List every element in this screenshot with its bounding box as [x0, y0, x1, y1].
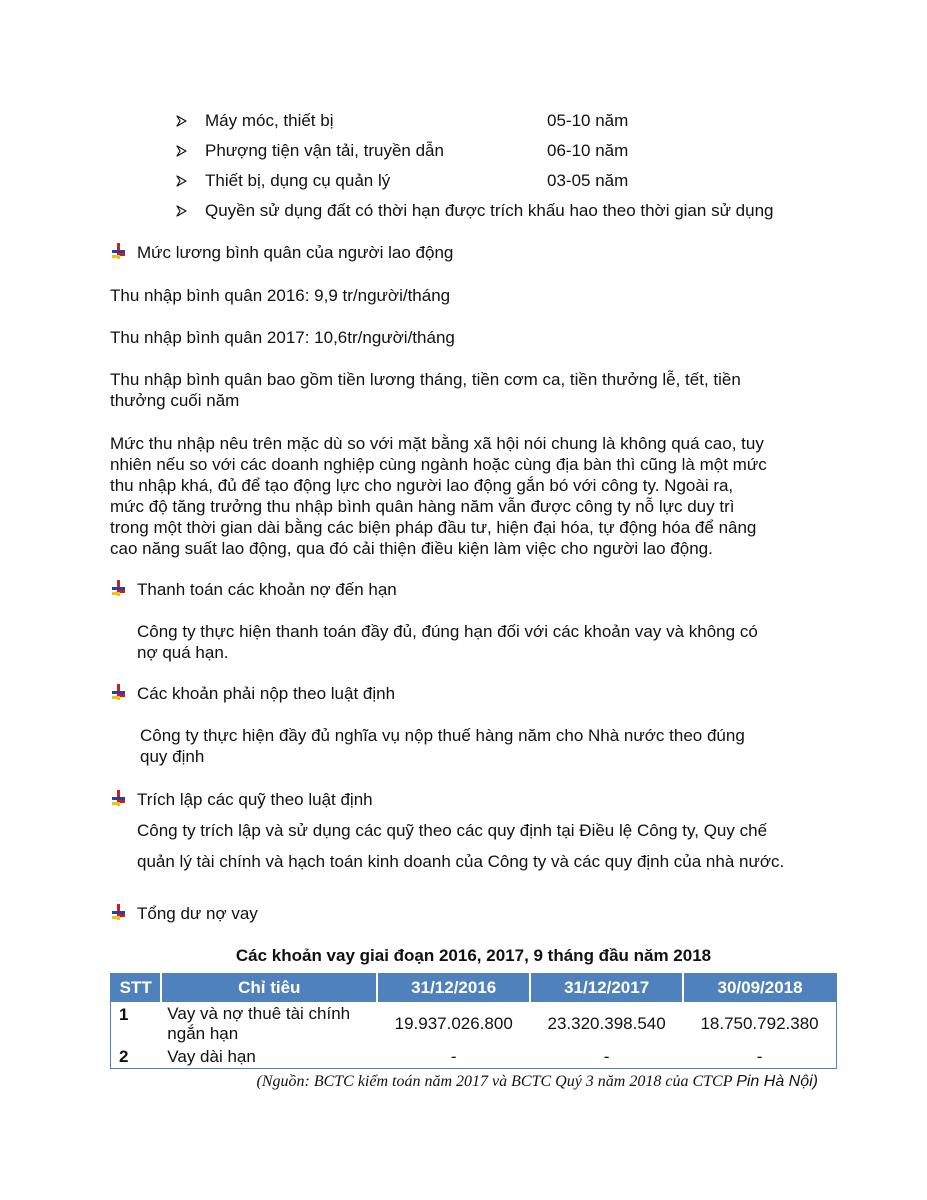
- row-value-2017: -: [603, 1046, 610, 1066]
- table-header-row: [111, 974, 837, 1003]
- source-note-main: (Nguồn: BCTC kiểm toán năm 2017 và BCTC Quý 3 năm 2018 của CTCP: [256, 1073, 737, 1090]
- column-header: Chỉ tiêu: [161, 974, 377, 1003]
- row-item: Vay dài hạn: [167, 1046, 256, 1066]
- column-header: 30/09/2018: [683, 974, 836, 1003]
- depreciation-years: 05-10 năm: [547, 111, 629, 130]
- arrow-bullet-icon: [175, 114, 189, 128]
- table-caption: Các khoản vay giai đoạn 2016, 2017, 9 tháng đầu năm 2018: [235, 946, 712, 965]
- payments-paragraph: [137, 621, 837, 663]
- depreciation-years: 03-05 năm: [547, 171, 629, 190]
- depreciation-item: [175, 170, 875, 191]
- funds-line: Công ty trích lập và sử dụng các quỹ theo các quy định tại Điều lệ Công ty, Quy chế: [137, 821, 768, 840]
- depreciation-item: [175, 140, 875, 161]
- source-note-company: Pin Hà Nội): [736, 1073, 818, 1090]
- paragraph-line: nợ quá hạn.: [137, 643, 229, 662]
- depreciation-item: [175, 110, 875, 131]
- paragraph-line: mức độ tăng trưởng thu nhập bình quân hàng năm vẫn được công ty nỗ lực duy trì: [110, 497, 735, 516]
- row-stt: 2: [119, 1046, 129, 1066]
- salary-heading: Mức lương bình quân của người lao động: [137, 243, 454, 262]
- depreciation-term: Máy móc, thiết bị: [205, 111, 334, 130]
- paragraph-line: cao năng suất lao động, qua đó cải thiện điều kiện làm việc cho người lao động.: [110, 539, 713, 558]
- source-note: [110, 1073, 818, 1091]
- column-header: STT: [111, 974, 162, 1003]
- section-bullet-icon: [110, 683, 128, 701]
- row-value-2016: -: [450, 1046, 457, 1066]
- income-assessment-paragraph: [110, 433, 830, 559]
- row-value-2018: 18.750.792.380: [700, 1014, 819, 1033]
- depreciation-term: Quyền sử dụng đất có thời hạn được trích khấu hao theo thời gian sử dụng: [205, 201, 774, 220]
- section-bullet-icon: [110, 242, 128, 260]
- section-bullet-icon: [110, 903, 128, 921]
- paragraph-line: Công ty thực hiện thanh toán đầy đủ, đúng hạn đối với các khoản vay và không có: [137, 622, 758, 641]
- income-2017: Thu nhập bình quân 2017: 10,6tr/người/tháng: [110, 328, 455, 347]
- paragraph-line: trong một thời gian dài bằng các biện pháp đầu tư, hiện đại hóa, tự động hóa để nâng: [110, 518, 757, 537]
- arrow-bullet-icon: [175, 174, 189, 188]
- row-value-2016: 19.937.026.800: [394, 1014, 513, 1033]
- section-bullet-icon: [110, 789, 128, 807]
- column-header: 31/12/2016: [377, 974, 530, 1003]
- row-item: Vay và nợ thuê tài chính ngắn hạn: [167, 1004, 351, 1043]
- obligations-heading: Các khoản phải nộp theo luật định: [137, 684, 396, 703]
- income-2016: Thu nhập bình quân 2016: 9,9 tr/người/tháng: [110, 286, 451, 305]
- paragraph-line: Mức thu nhập nêu trên mặc dù so với mặt bằng xã hội nói chung là không quá cao, tuy: [110, 434, 764, 453]
- paragraph-line: nhiên nếu so với các doanh nghiệp cùng ngành hoặc cùng địa bàn thì cũng là một mức: [110, 455, 767, 474]
- funds-line: quản lý tài chính và hạch toán kinh doanh của Công ty và các quy định của nhà nước.: [137, 852, 785, 871]
- row-value-2017: 23.320.398.540: [547, 1014, 666, 1033]
- column-header: 31/12/2017: [530, 974, 683, 1003]
- row-value-2018: -: [756, 1046, 763, 1066]
- arrow-bullet-icon: [175, 204, 189, 218]
- table-row: [111, 1002, 837, 1046]
- debt-heading: Tổng dư nợ vay: [137, 904, 258, 923]
- obligations-paragraph: [140, 725, 840, 767]
- paragraph-line: Công ty thực hiện đầy đủ nghĩa vụ nộp thuế hàng năm cho Nhà nước theo đúng: [140, 726, 745, 745]
- funds-heading: Trích lập các quỹ theo luật định: [137, 790, 373, 809]
- income-includes-paragraph: [110, 369, 830, 411]
- paragraph-line: quy định: [140, 747, 205, 766]
- paragraph-line: Thu nhập bình quân bao gồm tiền lương tháng, tiền cơm ca, tiền thưởng lễ, tết, tiền: [110, 370, 741, 389]
- depreciation-term: Thiết bị, dụng cụ quản lý: [205, 171, 391, 190]
- table-row: [111, 1046, 837, 1068]
- paragraph-line: thu nhập khá, đủ để tạo động lực cho người lao động gắn bó với công ty. Ngoài ra,: [110, 476, 734, 495]
- depreciation-term: Phượng tiện vận tải, truyền dẫn: [205, 141, 444, 160]
- depreciation-years: 06-10 năm: [547, 141, 629, 160]
- payments-heading: Thanh toán các khoản nợ đến hạn: [137, 580, 397, 599]
- loans-table: [110, 973, 837, 1069]
- depreciation-item: [175, 200, 875, 221]
- section-bullet-icon: [110, 579, 128, 597]
- arrow-bullet-icon: [175, 144, 189, 158]
- paragraph-line: thưởng cuối năm: [110, 391, 240, 410]
- row-stt: 1: [119, 1005, 129, 1024]
